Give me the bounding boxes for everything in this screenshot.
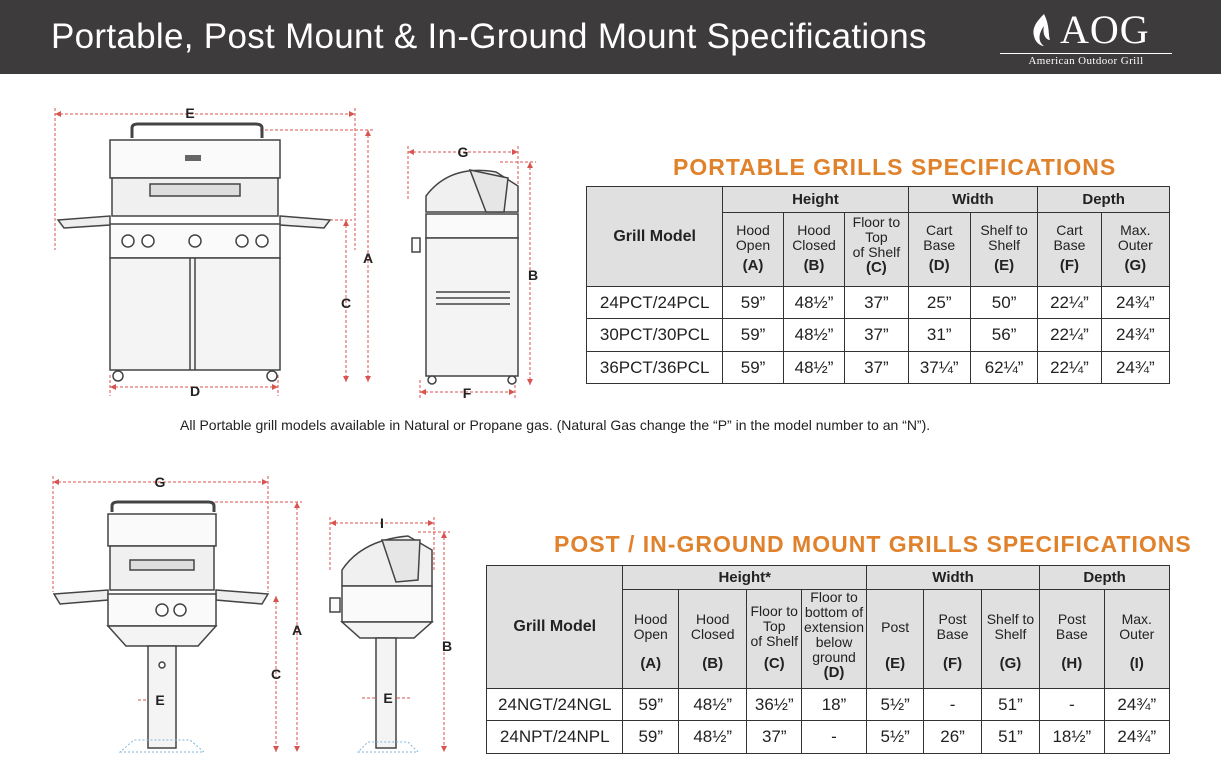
value-cell: 26” bbox=[924, 721, 981, 754]
dim-label: C bbox=[270, 666, 282, 682]
dim-label: E bbox=[383, 690, 393, 706]
value-cell: 48½” bbox=[678, 721, 746, 754]
value-cell: 22¼” bbox=[1038, 352, 1101, 384]
value-cell: 59” bbox=[623, 721, 679, 754]
value-cell: 22¼” bbox=[1038, 319, 1101, 352]
value-cell: 24¾” bbox=[1104, 689, 1169, 721]
value-cell: 48½” bbox=[678, 689, 746, 721]
dim-label: I bbox=[380, 515, 384, 531]
value-cell: - bbox=[924, 689, 981, 721]
value-cell: - bbox=[802, 721, 867, 754]
portable-section-title: PORTABLE GRILLS SPECIFICATIONS bbox=[673, 154, 1117, 180]
value-cell: 48½” bbox=[783, 319, 845, 352]
column-header: Hood Open (A) bbox=[623, 590, 679, 689]
dim-label: A bbox=[362, 250, 374, 266]
grill-model-header: Grill Model bbox=[487, 566, 623, 689]
column-header: Floor to bottom of extension below ground (D) bbox=[802, 590, 867, 689]
value-cell: 25” bbox=[908, 287, 970, 319]
height-group-header: Height* bbox=[623, 566, 867, 590]
dim-label: B bbox=[527, 267, 539, 283]
dim-label: B bbox=[441, 638, 453, 654]
dim-label: D bbox=[189, 383, 201, 399]
value-cell: 51” bbox=[981, 689, 1039, 721]
value-cell: 56” bbox=[970, 319, 1037, 352]
value-cell: 62¼” bbox=[970, 352, 1037, 384]
dim-label: E bbox=[155, 692, 165, 708]
column-header: Hood Closed (B) bbox=[783, 213, 845, 287]
table-row bbox=[587, 352, 1170, 384]
dim-label: E bbox=[185, 105, 195, 121]
post-spec-table bbox=[486, 565, 1170, 754]
table-row bbox=[487, 689, 1170, 721]
column-header: Shelf to Shelf (G) bbox=[981, 590, 1039, 689]
portable-side-diagram bbox=[400, 140, 550, 405]
dim-label: F bbox=[462, 385, 472, 401]
value-cell: 59” bbox=[723, 319, 783, 352]
column-header: Max. Outer (I) bbox=[1104, 590, 1169, 689]
column-header: Max. Outer (G) bbox=[1101, 213, 1169, 287]
column-header: Cart Base (F) bbox=[1038, 213, 1101, 287]
model-cell: 36PCT/36PCL bbox=[587, 352, 723, 384]
width-group-header: Width bbox=[866, 566, 1039, 590]
value-cell: 37” bbox=[747, 721, 802, 754]
width-group-header: Width bbox=[908, 187, 1038, 213]
value-cell: 5½” bbox=[866, 689, 923, 721]
column-header: Shelf to Shelf (E) bbox=[970, 213, 1037, 287]
logo-text: AOG bbox=[1060, 7, 1150, 52]
page-title: Portable, Post Mount & In-Ground Mount Specifications bbox=[51, 17, 927, 56]
header-bar bbox=[0, 0, 1221, 74]
portable-note: All Portable grill models available in Natural or Propane gas. (Natural Gas change the “P” in the model number to an “N”). bbox=[180, 417, 931, 433]
column-header: Floor to Top of Shelf (C) bbox=[845, 213, 908, 287]
model-cell: 24NGT/24NGL bbox=[487, 689, 623, 721]
dim-label: G bbox=[457, 144, 469, 160]
model-cell: 30PCT/30PCL bbox=[587, 319, 723, 352]
table-row bbox=[487, 721, 1170, 754]
dim-label: C bbox=[340, 295, 352, 311]
logo-subtitle: American Outdoor Grill bbox=[1028, 55, 1144, 67]
value-cell: 59” bbox=[623, 689, 679, 721]
value-cell: 24¾” bbox=[1101, 319, 1169, 352]
post-section-title: POST / IN-GROUND MOUNT GRILLS SPECIFICATIONS bbox=[554, 531, 1192, 557]
value-cell: 36½” bbox=[747, 689, 802, 721]
dim-label: A bbox=[291, 622, 303, 638]
value-cell: 22¼” bbox=[1038, 287, 1101, 319]
post-front-diagram bbox=[50, 470, 315, 760]
value-cell: 24¾” bbox=[1101, 287, 1169, 319]
value-cell: 37” bbox=[845, 287, 908, 319]
value-cell: 51” bbox=[981, 721, 1039, 754]
value-cell: 18½” bbox=[1040, 721, 1104, 754]
value-cell: 48½” bbox=[783, 287, 845, 319]
value-cell: - bbox=[1040, 689, 1104, 721]
logo-divider bbox=[1000, 53, 1172, 54]
value-cell: 24¾” bbox=[1101, 352, 1169, 384]
value-cell: 48½” bbox=[783, 352, 845, 384]
aog-logo bbox=[998, 8, 1174, 68]
post-side-diagram bbox=[322, 510, 462, 760]
value-cell: 37¼” bbox=[908, 352, 970, 384]
value-cell: 18” bbox=[802, 689, 867, 721]
table-row bbox=[587, 319, 1170, 352]
model-cell: 24PCT/24PCL bbox=[587, 287, 723, 319]
table-row bbox=[587, 287, 1170, 319]
dim-label: G bbox=[154, 474, 166, 490]
portable-spec-table bbox=[586, 186, 1170, 384]
value-cell: 37” bbox=[845, 319, 908, 352]
value-cell: 59” bbox=[723, 352, 783, 384]
column-header: Post Base (H) bbox=[1040, 590, 1104, 689]
value-cell: 24¾” bbox=[1104, 721, 1169, 754]
column-header: Cart Base (D) bbox=[908, 213, 970, 287]
depth-group-header: Depth bbox=[1040, 566, 1170, 590]
column-header: Hood Closed (B) bbox=[678, 590, 746, 689]
flame-icon bbox=[1022, 10, 1062, 50]
portable-front-diagram bbox=[50, 100, 390, 405]
height-group-header: Height bbox=[723, 187, 908, 213]
column-header: Floor to Top of Shelf (C) bbox=[747, 590, 802, 689]
value-cell: 31” bbox=[908, 319, 970, 352]
value-cell: 5½” bbox=[866, 721, 923, 754]
value-cell: 59” bbox=[723, 287, 783, 319]
model-cell: 24NPT/24NPL bbox=[487, 721, 623, 754]
value-cell: 50” bbox=[970, 287, 1037, 319]
depth-group-header: Depth bbox=[1038, 187, 1170, 213]
value-cell: 37” bbox=[845, 352, 908, 384]
column-header: Hood Open (A) bbox=[723, 213, 783, 287]
grill-model-header: Grill Model bbox=[587, 187, 723, 287]
column-header: Post Base (F) bbox=[924, 590, 981, 689]
column-header: Post (E) bbox=[866, 590, 923, 689]
